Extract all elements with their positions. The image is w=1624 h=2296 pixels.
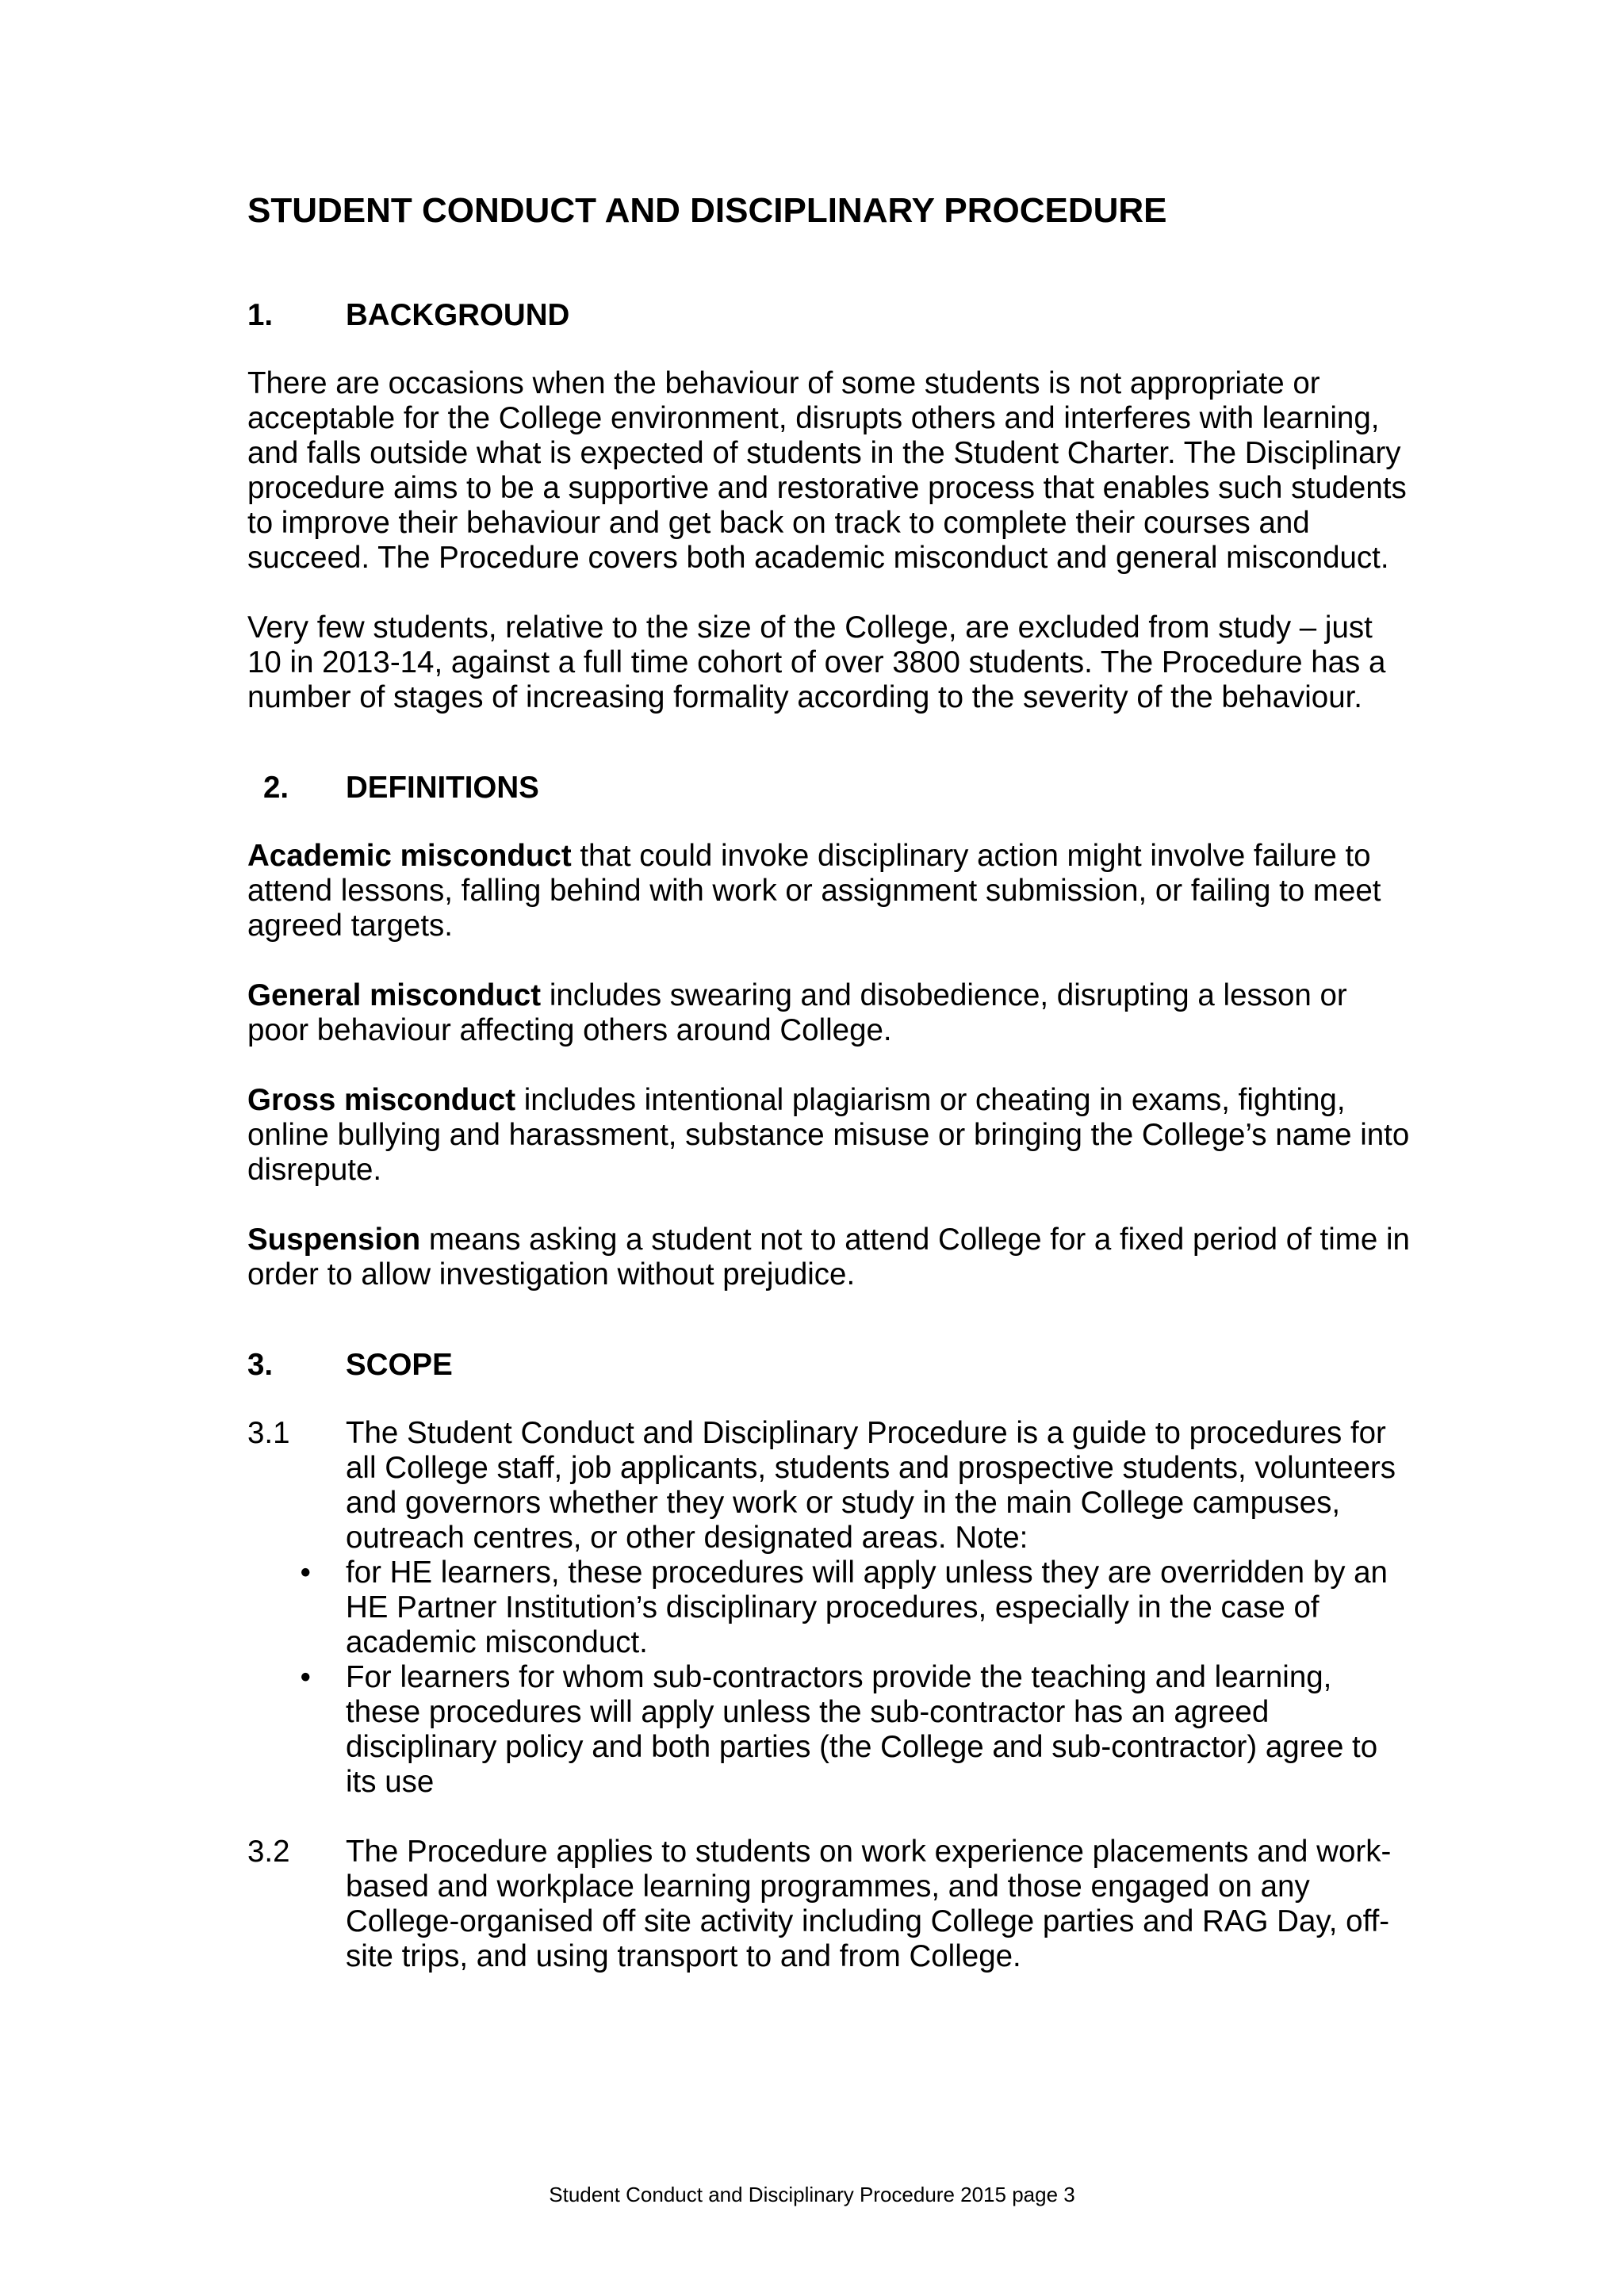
item-number: 3.2 [247,1835,290,1869]
section-heading-scope [247,1348,1413,1383]
scope-note-bullets [247,1556,1413,1800]
document-body [247,190,1413,1974]
section-title: DEFINITIONS [346,771,539,805]
list-item [247,1660,1413,1800]
background-paragraph-1: There are occasions when the behaviour of some students is not appropriate or acceptable for the College environment, disrupts others and interferes with learning, and falls outside what is expected of students in the Student Charter. The Disciplinary procedure aims to be a supportive and restorative process that enables such students to improve their behaviour and get back on track to complete their courses and succeed. The Procedure covers both academic misconduct and general misconduct. [247,366,1407,575]
section-number: 3. [247,1348,274,1382]
definition-text: includes swearing and disobedience, disrupting a lesson or poor behaviour affecting others around College. [247,978,1347,1047]
item-text: The Student Conduct and Disciplinary Procedure is a guide to procedures for all College staff, job applicants, students and prospective students, volunteers and governors whether they work or study in the main College campuses, outreach centres, or other designated areas. Note: [346,1416,1396,1555]
section-heading-background [247,298,1413,333]
bullet-icon: • [300,1660,311,1694]
background-paragraph-2: Very few students, relative to the size of the College, are excluded from study – just 10 in 2013-14, against a full time cohort of over 3800 students. The Procedure has a number of stages of increasing formality according to the severity of the behaviour. [247,610,1386,714]
section-title: BACKGROUND [346,298,570,332]
definition-text: means asking a student not to attend College for a fixed period of time in order to allow investigation without prejudice. [247,1223,1410,1292]
page-footer: Student Conduct and Disciplinary Procedure 2015 page 3 [549,2183,1075,2206]
bullet-text: For learners for whom sub-contractors provide the teaching and learning, these procedures will apply unless the sub-contractor has an agreed disciplinary policy and both parties (the College and sub-contractor) agree to its use [346,1660,1378,1799]
section-number: 2. [263,771,289,805]
bullet-icon: • [300,1556,311,1590]
definition-academic-misconduct [247,839,1413,943]
item-text: The Procedure applies to students on work experience placements and work-based and workplace learning programmes, and those engaged on any College-organised off site activity including College parties and RAG Day, off-site trips, and using transport to and from College. [346,1835,1392,1973]
definition-gross-misconduct [247,1083,1413,1188]
definition-suspension [247,1223,1413,1292]
section-title: SCOPE [346,1348,453,1382]
scope-item-3-1 [247,1416,1413,1556]
bullet-text: for HE learners, these procedures will apply unless they are overridden by an HE Partner Institution’s disciplinary procedures, especially in the case of academic misconduct. [346,1556,1388,1659]
section-number: 1. [247,298,274,332]
section-heading-definitions [247,771,1413,806]
definition-term: Academic misconduct [247,839,572,873]
list-item [247,1556,1413,1660]
scope-item-3-2 [247,1835,1413,1974]
definition-text: that could invoke disciplinary action might involve failure to attend lessons, falling behind with work or assignment submission, or failing to meet agreed targets. [247,839,1381,943]
definition-term: General misconduct [247,978,542,1012]
page-title: STUDENT CONDUCT AND DISCIPLINARY PROCEDURE [247,191,1167,230]
definition-text: includes intentional plagiarism or cheating in exams, fighting, online bullying and harassment, substance misuse or bringing the College’s name into disrepute. [247,1083,1410,1187]
definition-general-misconduct [247,978,1413,1048]
item-number: 3.1 [247,1416,290,1450]
definition-term: Suspension [247,1223,421,1257]
definition-term: Gross misconduct [247,1083,516,1117]
